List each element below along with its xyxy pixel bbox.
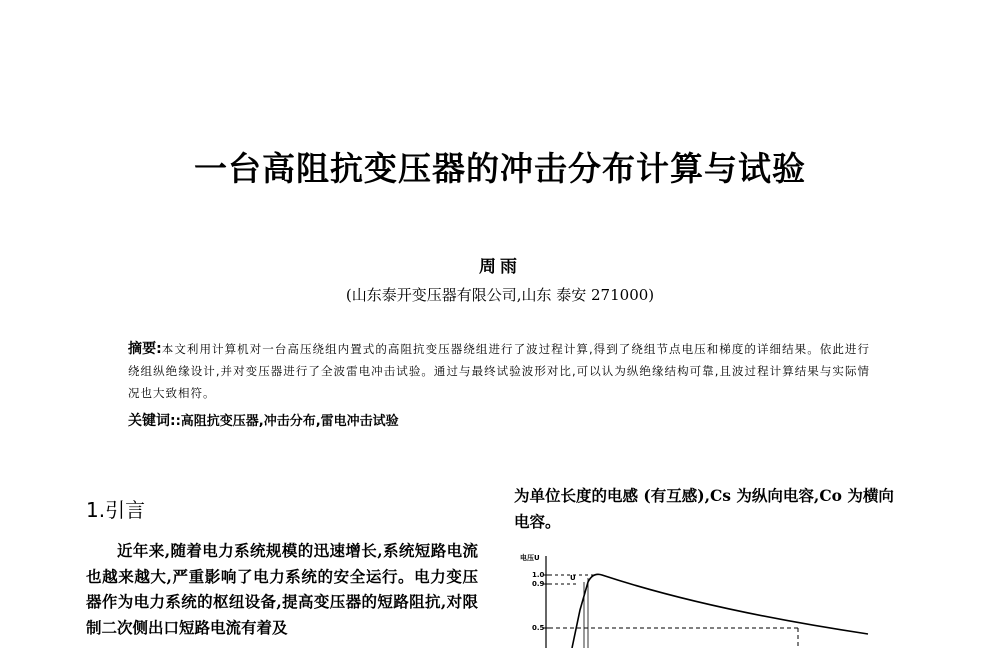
affiliation: (山东泰开变压器有限公司,山东 泰安 271000): [345, 286, 655, 304]
keywords-label: 关键词:: [128, 413, 176, 429]
waveform-figure: [508, 548, 888, 648]
ytick-1.0: 1.0: [532, 571, 545, 579]
keywords-text: :高阻抗变压器,冲击分布,雷电冲击试验: [175, 414, 399, 429]
ytick-0.5: 0.5: [532, 624, 545, 632]
author: 周雨: [479, 257, 521, 277]
abstract-label: 摘要:: [128, 341, 162, 357]
section-heading: 1.引言: [86, 498, 146, 522]
ytick-0.9: 0.9: [532, 580, 545, 588]
figure-ylabel: 电压U: [520, 554, 540, 562]
intro-paragraph: 近年来,随着电力系统规模的迅速增长,系统短路电流也越来越大,严重影响了电力系统的安全运行。电力变压器作为电力系统的枢纽设备,提高变压器的短路阻抗,对限制二次侧出口短路电流有着及: [86, 541, 478, 637]
abstract-text: 本文利用计算机对一台高压绕组内置式的高阻抗变压器绕组进行了波过程计算,得到了绕组节点电压和梯度的详细结果。依此进行绕组纵绝缘设计,并对变压器进行了全波雷电冲击试验。通过与最终试验波形对比,可以认为纵绝缘结构可靠,且波过程计算结果与实际情况也大致相符。: [128, 342, 870, 400]
keywords: [128, 410, 870, 430]
waveform-curve: [572, 574, 868, 648]
body-text-right: [514, 483, 906, 535]
figure-annotation: U: [570, 574, 576, 582]
paper-title: 一台高阻抗变压器的冲击分布计算与试验: [194, 149, 806, 188]
right-paragraph: 为单位长度的电感 (有互感),Cs 为纵向电容,Co 为横向电容。: [514, 486, 894, 531]
body-text-left: [86, 538, 478, 640]
abstract: [128, 338, 870, 404]
